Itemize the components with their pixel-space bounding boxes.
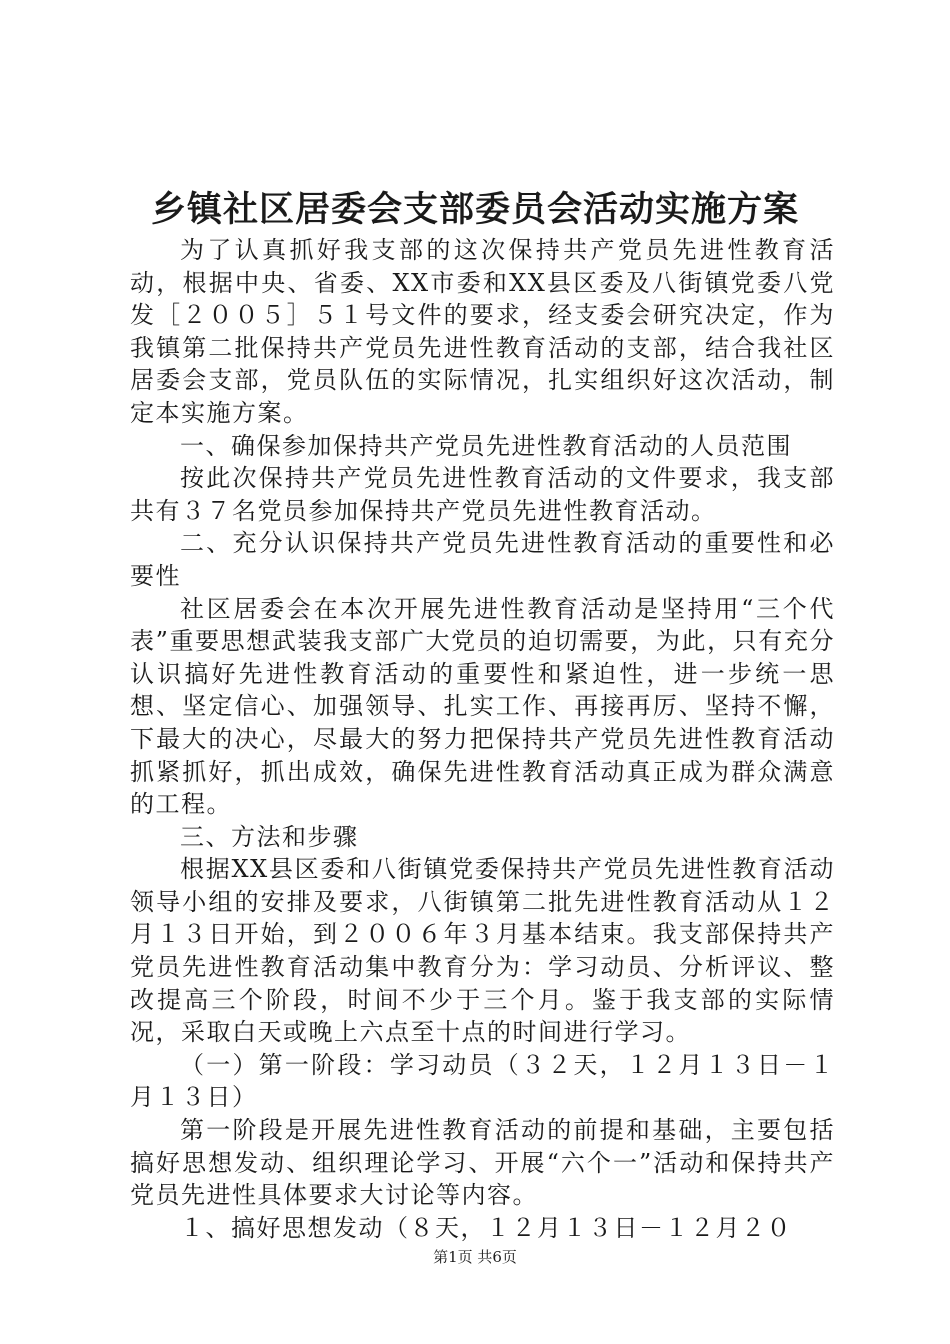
subsection-heading-1: （一）第一阶段：学习动员（３２天，１２月１３日－１月１３日） (130, 1050, 835, 1112)
paragraph-stage-one: 第一阶段是开展先进性教育活动的前提和基础，主要包括搞好思想发动、组织理论学习、开展“六个一”活动和保持共产党员先进性具体要求大讨论等内容。 (130, 1116, 835, 1210)
paragraph-importance: 社区居委会在本次开展先进性教育活动是坚持用“三个代表”重要思想武装我支部广大党员的迫切需要，为此，只有充分认识搞好先进性教育活动的重要性和紧迫性，进一步统一思想、坚定信心、加强领导、扎实工作、再接再厉、坚持不懈，下最大的决心，尽最大的努力把保持共产党员先进性教育活动抓紧抓好，抓出成效，确保先进性教育活动真正成为群众满意的工程。 (130, 594, 835, 819)
section-heading-2: 二、充分认识保持共产党员先进性教育活动的重要性和必要性 (130, 529, 835, 590)
page-footer: 第1页 共6页 (433, 1248, 517, 1266)
document-title: 乡镇社区居委会支部委员会活动实施方案 (150, 189, 799, 230)
document-body (130, 234, 835, 1244)
paragraph-intro: 为了认真抓好我支部的这次保持共产党员先进性教育活动，根据中央、省委、XX市委和XX县区委及八街镇党委八党发［２００５］５１号文件的要求，经支委会研究决定，作为我镇第二批保持共产党员先进性教育活动的支部，结合我社区居委会支部，党员队伍的实际情况，扎实组织好这次活动，制定本实施方案。 (130, 236, 835, 427)
section-heading-1: 一、确保参加保持共产党员先进性教育活动的人员范围 (180, 431, 792, 460)
paragraph-scope: 按此次保持共产党员先进性教育活动的文件要求，我支部共有３７名党员参加保持共产党员先进性教育活动。 (130, 464, 835, 525)
list-item-1: １、搞好思想发动（８天，１２月１３日－１２月２０ (180, 1213, 792, 1242)
section-heading-3: 三、方法和步骤 (180, 822, 359, 851)
paragraph-methods: 根据XX县区委和八街镇党委保持共产党员先进性教育活动领导小组的安排及要求，八街镇第二批先进性教育活动从１２月１３日开始，到２００６年３月基本结束。我支部保持共产党员先进性教育活动集中教育分为：学习动员、分析评议、整改提高三个阶段，时间不少于三个月。鉴于我支部的实际情况，采取白天或晚上六点至十点的时间进行学习。 (130, 855, 835, 1047)
